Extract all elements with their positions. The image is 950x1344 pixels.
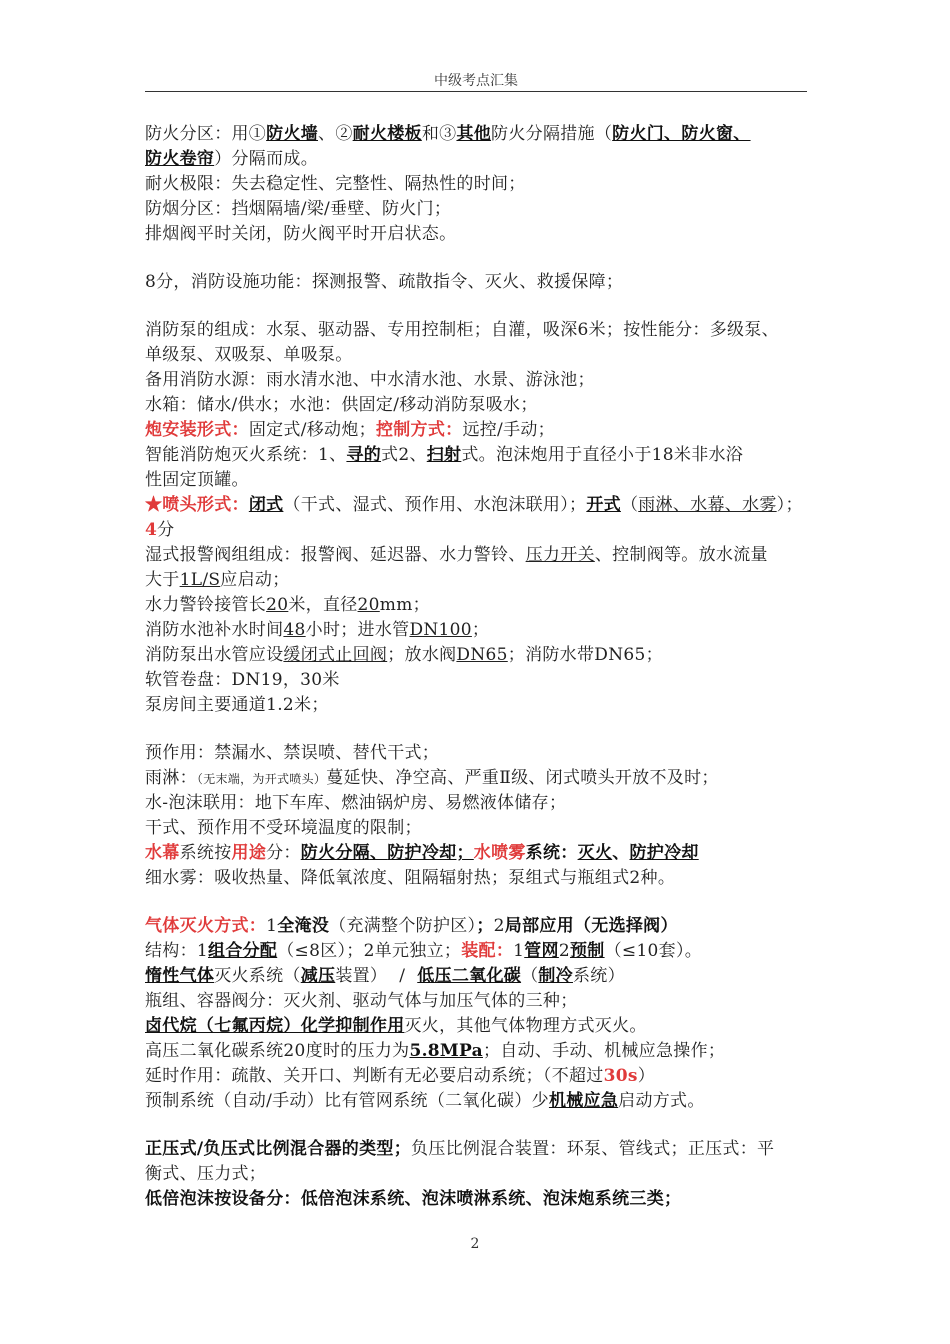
key-term: 组合分配 <box>208 941 278 961</box>
text-span: 预制系统（自动/手动）比有管网系统（二氧化碳）少 <box>145 1091 549 1111</box>
text-span: 装置） <box>335 966 388 986</box>
underlined-term: 20 <box>266 595 289 615</box>
text-span: ；消防水带DN65； <box>507 645 663 665</box>
blank-line <box>145 295 815 318</box>
text-line <box>145 766 815 791</box>
text-span: 大于 <box>145 570 180 590</box>
underlined-term: DN65 <box>456 645 508 665</box>
text-line <box>145 939 815 964</box>
text-line <box>145 568 815 593</box>
text-span: 延时作用：疏散、关开口、判断有无必要启动系统；（不超过 <box>145 1066 604 1086</box>
key-term: 惰性气体 <box>145 966 215 986</box>
text-span: （干式、湿式、预作用、水泡沫联用）； <box>283 495 587 515</box>
text-span: 分： <box>266 843 301 863</box>
red-number: 30s <box>603 1066 638 1086</box>
text-line <box>145 418 815 443</box>
underlined-term: 20 <box>357 595 380 615</box>
text-line: 衡式、压力式； <box>145 1164 267 1184</box>
text-span: 1 <box>266 916 278 936</box>
text-line <box>145 1089 815 1114</box>
blank-line <box>145 718 815 741</box>
text-span: 防火分隔措施（ <box>491 124 613 144</box>
key-term: 防火分隔 <box>300 843 370 863</box>
text-span: 远控/手动； <box>462 420 555 440</box>
text-span: mm； <box>379 595 430 615</box>
text-line: 性固定顶罐。 <box>145 470 249 490</box>
key-term: 耐火楼板 <box>352 124 422 144</box>
red-heading: 气体灭火方式： <box>145 916 267 936</box>
text-span: 消防泵出水管应设 <box>145 645 284 665</box>
key-term: 防火墙 <box>266 124 319 144</box>
key-term: 减压 <box>300 966 336 986</box>
text-line <box>145 122 815 147</box>
underlined-term: 48 <box>283 620 306 640</box>
text-span: 负压比例混合装置：环泵、管线式；正压式：平 <box>411 1139 775 1159</box>
text-span: ； <box>471 620 490 640</box>
text-span: 灭火，其他气体物理方式灭火。 <box>404 1016 647 1036</box>
text-span: 应启动； <box>220 570 290 590</box>
text-span: 、② <box>318 124 353 144</box>
text-span: ；自动、手动、机械应急操作； <box>482 1041 726 1061</box>
key-term: 、 <box>369 843 388 863</box>
red-number: 4 <box>145 520 158 540</box>
text-line <box>145 543 815 568</box>
text-span: 2 <box>558 941 570 961</box>
key-term: 卤代烷（七氟丙烷）化学抑制作用 <box>145 1016 405 1036</box>
text-line <box>145 643 815 668</box>
red-heading: 水喷雾 <box>473 843 526 863</box>
text-span: 启动方式。 <box>618 1091 705 1111</box>
text-line <box>145 618 815 643</box>
bold-heading: 低倍泡沫按设备分：低倍泡沫系统、泡沫喷淋系统、泡沫炮系统三类； <box>145 1189 682 1209</box>
text-span: 米，直径 <box>288 595 358 615</box>
text-line: 水箱：储水/供水；水池：供固定/移动消防泵吸水； <box>145 395 538 415</box>
red-heading: 控制方式： <box>375 420 463 440</box>
text-span: 系统按 <box>179 843 232 863</box>
key-term: 闭式 <box>248 495 284 515</box>
text-line: 瓶组、容器阀分：灭火剂、驱动气体与加压气体的三种； <box>145 991 578 1011</box>
text-line: 排烟阀平时关闭，防火阀平时开启状态。 <box>145 224 457 244</box>
text-span: / <box>399 966 406 986</box>
text-span: 消防水池补水时间 <box>145 620 284 640</box>
text-line <box>145 147 815 172</box>
text-line: 预作用：禁漏水、禁误喷、替代干式； <box>145 743 440 763</box>
underlined-term: 压力开关 <box>525 545 595 565</box>
text-span: ） <box>637 1066 656 1086</box>
red-heading: ★喷头形式： <box>145 495 249 515</box>
text-span: 系统： <box>525 843 578 863</box>
text-span: 小时；进水管 <box>305 620 410 640</box>
underlined-term: 雨淋、水幕、水雾 <box>638 495 777 515</box>
text-line <box>145 593 815 618</box>
text-span: 、 <box>612 843 630 863</box>
text-span: （ <box>620 495 639 515</box>
page-header: 中级考点汇集 <box>434 73 518 89</box>
text-span: 1 <box>513 941 525 961</box>
text-span: 、控制阀等。放水流量 <box>594 545 768 565</box>
text-span: 式2、 <box>381 445 427 465</box>
text-line <box>145 914 815 939</box>
key-term: 防火卷帘 <box>145 149 215 169</box>
key-term: 寻的 <box>346 445 382 465</box>
text-line <box>145 841 815 866</box>
key-term: 低压二氧化碳 <box>417 966 522 986</box>
text-span: 分 <box>157 520 175 540</box>
text-line <box>145 964 815 989</box>
key-term: 制冷 <box>538 966 573 986</box>
blank-line <box>145 891 815 914</box>
underlined-term: 缓闭式止回阀 <box>283 645 388 665</box>
text-span: 系统） <box>572 966 625 986</box>
text-span: 防火分区：用① <box>145 124 267 144</box>
text-line <box>145 518 815 543</box>
text-line <box>145 1137 815 1162</box>
red-heading: 炮安装形式： <box>145 420 249 440</box>
key-term: 防护冷却 <box>629 843 699 863</box>
blank-line <box>145 1114 815 1137</box>
key-term: 预制 <box>569 941 605 961</box>
text-span: 雨淋： <box>145 768 197 788</box>
text-span: 式。泡沫炮用于直径小于18米非水浴 <box>461 445 744 465</box>
text-line <box>145 1039 815 1064</box>
text-span: （≤8区）；2单元独立； <box>277 941 462 961</box>
text-span: ；放水阀 <box>387 645 457 665</box>
text-span: 湿式报警阀组组成：报警阀、延迟器、水力警铃、 <box>145 545 526 565</box>
red-heading: 水幕 <box>145 843 180 863</box>
underlined-term: DN100 <box>409 620 472 640</box>
text-span: 智能消防炮灭火系统：1、 <box>145 445 347 465</box>
bold-heading: 正压式/负压式比例混合器的类型； <box>145 1139 412 1159</box>
text-span: 和③ <box>421 124 457 144</box>
key-term: 灭火 <box>577 843 613 863</box>
small-note: （无末端，为开式喷头） <box>196 772 327 786</box>
header-rule <box>145 91 807 92</box>
key-term: 扫射 <box>426 445 462 465</box>
key-term: ； <box>456 843 474 863</box>
text-span: ）分隔而成。 <box>214 149 319 169</box>
key-term: 开式 <box>586 495 621 515</box>
blank-line <box>145 247 815 270</box>
text-span: （充满整个防护区） <box>329 916 477 936</box>
text-line: 备用消防水源：雨水清水池、中水清水池、水景、游泳池； <box>145 370 595 390</box>
page-number: 2 <box>470 1236 480 1252</box>
text-span: ）； <box>776 495 803 515</box>
text-line: 单级泵、双吸泵、单吸泵。 <box>145 345 353 365</box>
text-line: 细水雾：吸收热量、降低氧浓度、阻隔辐射热；泵组式与瓶组式2种。 <box>145 868 676 888</box>
text-line: 8分，消防设施功能：探测报警、疏散指令、灭火、救援保障； <box>145 272 624 292</box>
key-term: 局部应用（无选择阀） <box>504 916 678 936</box>
red-heading: 装配： <box>461 941 514 961</box>
text-span: 高压二氧化碳系统20度时的压力为 <box>145 1041 410 1061</box>
key-term: 防火门、防火窗、 <box>612 124 751 144</box>
text-line <box>145 1014 815 1039</box>
text-line: 耐火极限：失去稳定性、完整性、隔热性的时间； <box>145 174 526 194</box>
text-span: 2 <box>493 916 505 936</box>
text-span: 水力警铃接管长 <box>145 595 267 615</box>
text-span: 固定式/移动炮； <box>248 420 376 440</box>
key-term: 管网 <box>524 941 559 961</box>
text-span: 蔓延快、净空高、严重Ⅱ级、闭式喷头开放不及时； <box>326 768 719 788</box>
text-line: 水-泡沫联用：地下车库、燃油锅炉房、易燃液体储存； <box>145 793 567 813</box>
text-span: 灭火系统（ <box>214 966 301 986</box>
underlined-term: 1L/S <box>179 570 221 590</box>
text-line <box>145 1064 815 1089</box>
key-term: 5.8MPa <box>409 1041 483 1061</box>
text-span: ； <box>476 916 494 936</box>
text-span: 结构：1 <box>145 941 209 961</box>
text-line <box>145 493 815 518</box>
document-body <box>145 122 815 1212</box>
key-term: 防护冷却 <box>387 843 457 863</box>
key-term: 全淹没 <box>277 916 330 936</box>
text-span: （≤10套）。 <box>604 941 703 961</box>
key-term: 机械应急 <box>548 1091 619 1111</box>
text-line: 软管卷盘：DN19，30米 <box>145 670 340 690</box>
text-line: 消防泵的组成：水泵、驱动器、专用控制柜；自灌，吸深6米；按性能分：多级泵、 <box>145 320 779 340</box>
text-line: 泵房间主要通道1.2米； <box>145 695 329 715</box>
text-line <box>145 443 815 468</box>
red-heading: 用途 <box>231 843 267 863</box>
text-line: 干式、预作用不受环境温度的限制； <box>145 818 422 838</box>
text-line: 防烟分区：挡烟隔墙/梁/垂壁、防火门； <box>145 199 452 219</box>
key-term: 其他 <box>456 124 492 144</box>
text-span: （ <box>521 966 539 986</box>
